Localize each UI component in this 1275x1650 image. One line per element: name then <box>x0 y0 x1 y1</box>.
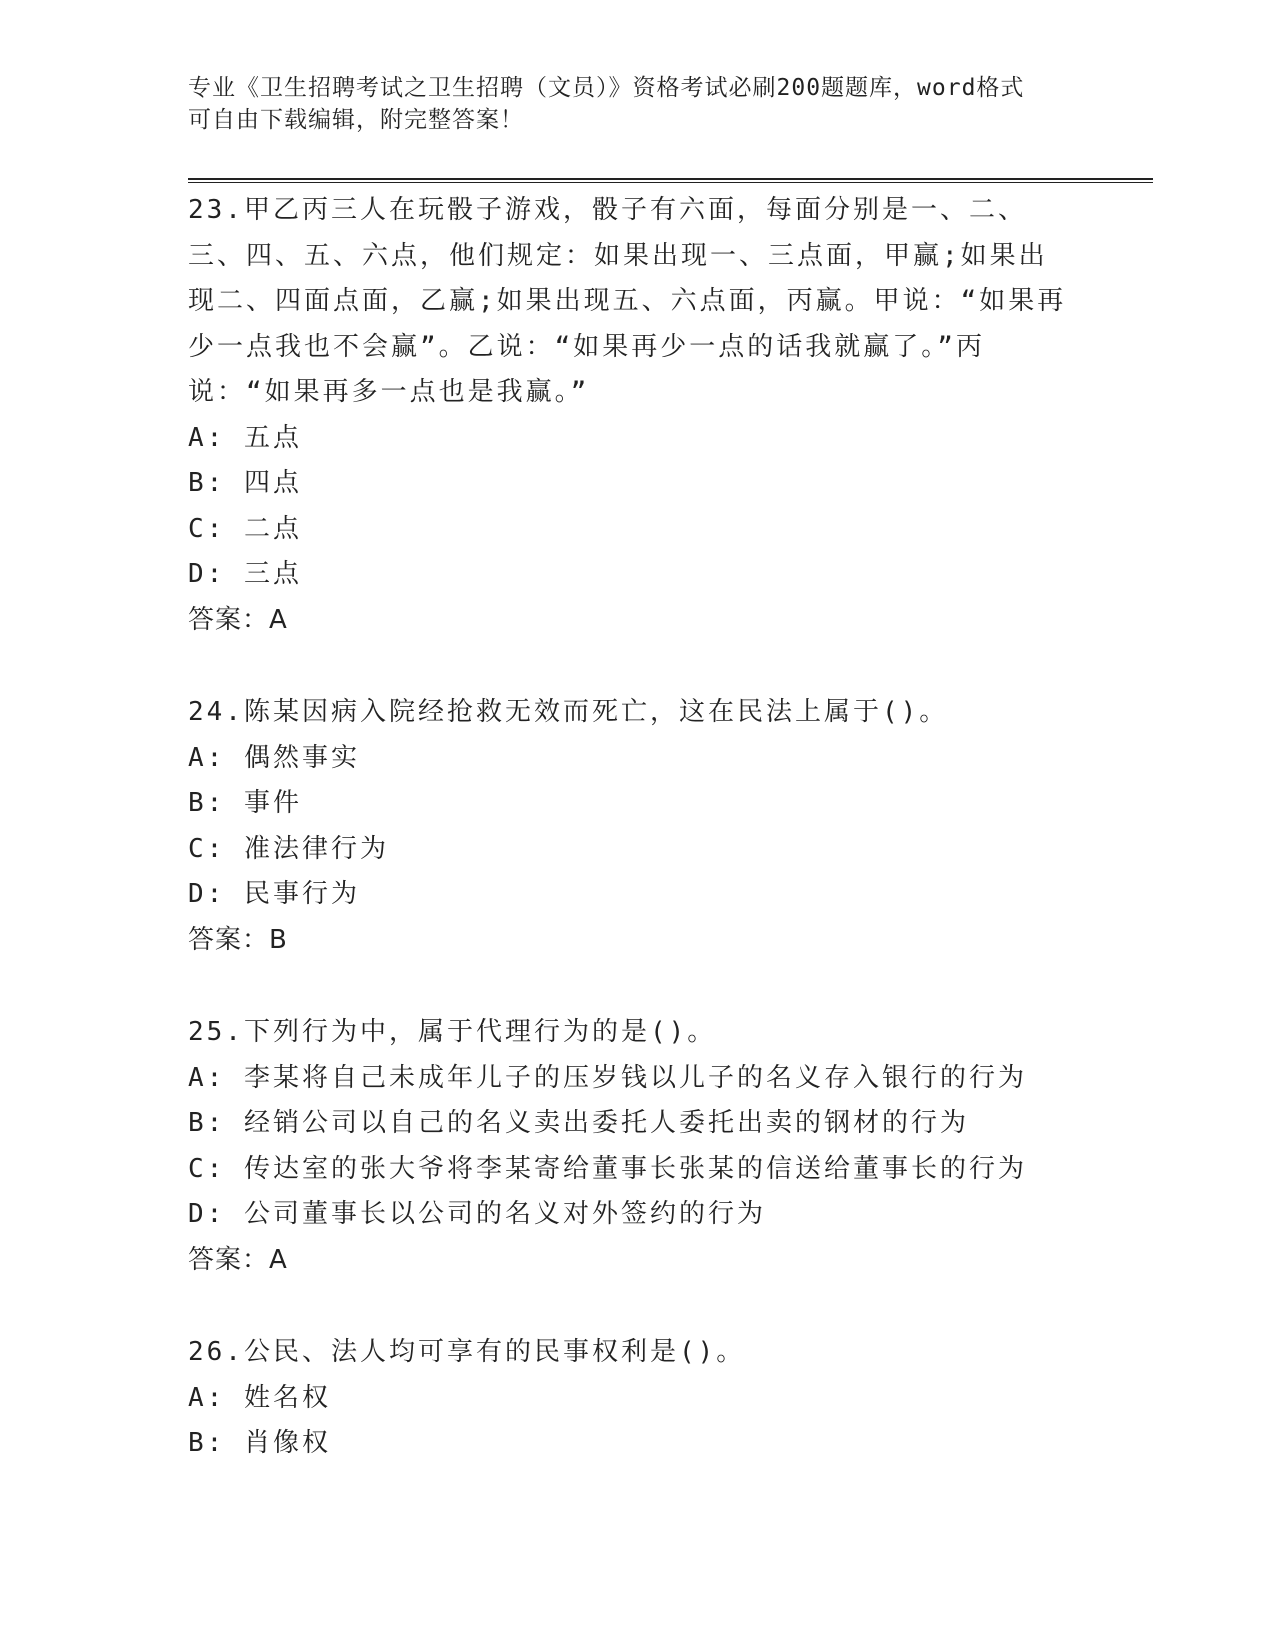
question-26 <box>188 1330 1068 1467</box>
option-d: D: 民事行为 <box>188 879 360 909</box>
option-a: A: 偶然事实 <box>188 742 360 773</box>
header-divider-thin <box>188 182 1153 183</box>
answer-line: 答案：A <box>188 604 288 635</box>
option-c: C: 二点 <box>188 513 302 544</box>
answer-line: 答案：A <box>188 1244 288 1275</box>
document-header <box>188 72 1068 136</box>
option-b: B: 经销公司以自己的名义卖出委托人委托出卖的钢材的行为 <box>188 1108 969 1138</box>
option-d: D: 三点 <box>188 559 302 589</box>
option-a: A: 五点 <box>188 422 302 453</box>
header-title-line-1: 专业《卫生招聘考试之卫生招聘（文员）》资格考试必刷200题题库，word格式 <box>188 75 1025 101</box>
option-c: C: 传达室的张大爷将李某寄给董事长张某的信送给董事长的行为 <box>188 1153 1027 1184</box>
option-d: D: 公司董事长以公司的名义对外签约的行为 <box>188 1199 766 1229</box>
question-25 <box>188 1010 1068 1283</box>
header-title-line-2: 可自由下载编辑，附完整答案！ <box>188 107 524 133</box>
option-b: B: 四点 <box>188 468 302 498</box>
option-a: A: 姓名权 <box>188 1382 331 1413</box>
question-text: 25.下列行为中，属于代理行为的是()。 <box>188 1017 717 1047</box>
question-text: 24.陈某因病入院经抢救无效而死亡，这在民法上属于()。 <box>188 697 949 727</box>
question-list <box>188 188 1068 1514</box>
option-c: C: 准法律行为 <box>188 833 389 864</box>
question-text: 26.公民、法人均可享有的民事权利是()。 <box>188 1337 746 1367</box>
answer-line: 答案：B <box>188 924 288 955</box>
header-divider-thick <box>188 178 1153 180</box>
question-text: 23.甲乙丙三人在玩骰子游戏，骰子有六面，每面分别是一、二、三、四、五、六点，他们规定：如果出现一、三点面，甲赢;如果出现二、四面点面，乙赢;如果出现五、六点面，丙赢。甲说：“如果再少一点我也不会赢”。乙说：“如果再少一点的话我就赢了。”丙说：“如果再多一点也是我赢。” <box>188 195 1067 407</box>
question-24 <box>188 690 1068 963</box>
option-b: B: 肖像权 <box>188 1428 331 1458</box>
option-b: B: 事件 <box>188 788 302 818</box>
question-23 <box>188 188 1068 643</box>
option-a: A: 李某将自己未成年儿子的压岁钱以儿子的名义存入银行的行为 <box>188 1062 1027 1093</box>
